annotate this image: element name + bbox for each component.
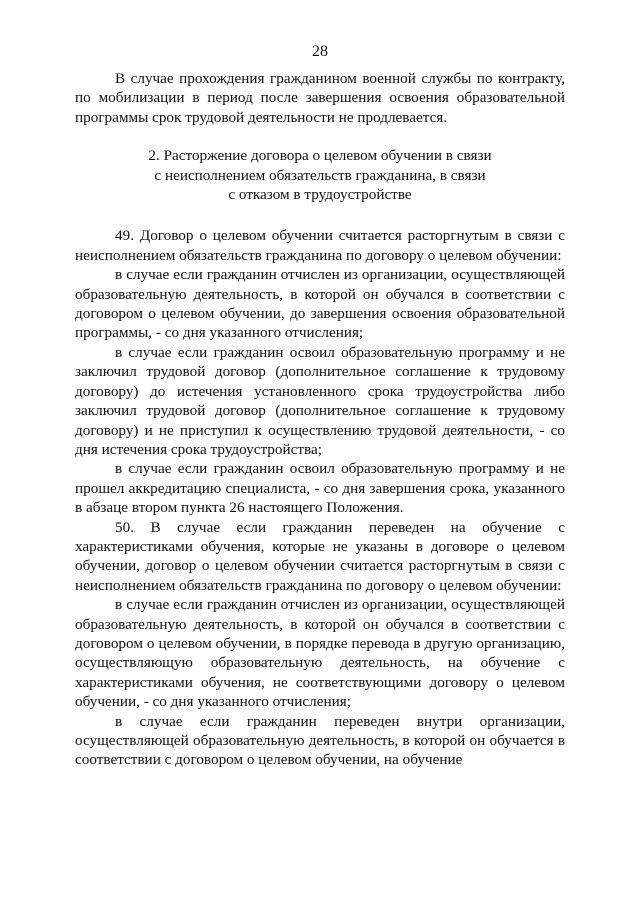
paragraph: в случае если гражданин освоил образовательную программу и не прошел аккредитацию специалиста, - со дня завершения срока, указанного в абзаце втором пункта 26 настоящего Положения. — [75, 460, 565, 517]
paragraph: в случае если гражданин освоил образовательную программу и не заключил трудовой договор (дополнительное соглашение к трудовому договору) до истечения установленного срока трудоустройства либо заключил трудовой договор (дополнительное соглашение к трудовому договору) и не приступил к осуществлению трудовой деятельности, - со дня истечения срока трудоустройства; — [75, 343, 565, 458]
section-heading-line: 2. Расторжение договора о целевом обучении в связи — [148, 147, 492, 165]
paragraph-clause-49: 49. Договор о целевом обучении считается расторгнутым в связи с неисполнением обязательств гражданина по договору о целевом обучении: — [75, 227, 565, 264]
paragraph: в случае если гражданин отчислен из организации, осуществляющей образовательную деятельность, в которой он обучался в соответствии с договором о целевом обучении, до завершения освоения образовательной программы, - со дня указанного отчисления; — [75, 266, 565, 342]
paragraph: В случае прохождения гражданином военной службы по контракту, по мобилизации в период после завершения освоения образовательной программы срок трудовой деятельности не продлевается. — [75, 70, 565, 126]
section-heading-line: с отказом в трудоустройстве — [228, 186, 412, 204]
paragraph: в случае если гражданин отчислен из организации, осуществляющей образовательную деятельность, в которой он обучался в соответствии с договором о целевом обучении, в порядке перевода в другую организацию, осуществляющую образовательную деятельность, на обучение с характеристиками обучения, не соответствующими договору о целевом обучении, - со дня указанного отчисления; — [75, 596, 565, 711]
section-heading — [75, 146, 565, 204]
page-number: 28 — [312, 43, 328, 60]
document-body — [75, 69, 565, 770]
section-heading-line: с неисполнением обязательств гражданина, в связи — [154, 166, 486, 184]
paragraph-clause-50: 50. В случае если гражданин переведен на обучение с характеристиками обучения, которые не указаны в договоре о целевом обучении, договор о целевом обучении считается расторгнутым в связи с неисполнением обязательств гражданина по договору о целевом обучении: — [75, 518, 565, 594]
paragraph: в случае если гражданин переведен внутри организации, осуществляющей образовательную деятельность, в которой он обучается в соответствии с договором о целевом обучении, на обучение — [75, 712, 565, 769]
